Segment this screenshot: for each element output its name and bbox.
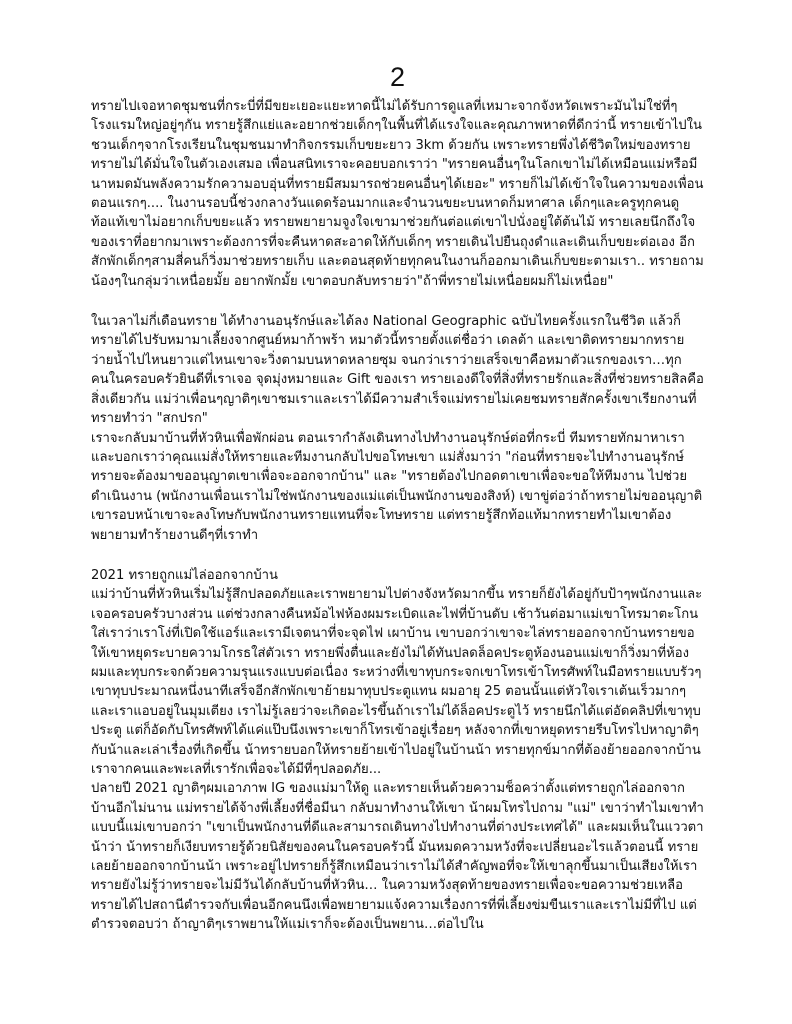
paragraph: ปลายปี 2021 ญาติๆผมเอาภาพ IG ของแม่มาให้ดู และทรายเห็นด้วยความช็อคว่าตั้งแต่ทรายถูกไล่ออกจากบ้านอีกไม่นาน แม่ทรายได้จ้างพี่เลี้ยงที่ชื่อมีนา กลับมาทำงานให้เขา น้าผมโทรไปถาม "แม่" เขาว่าทำไมเขาทำแบบนี้แม่เขาบอกว่า "เขาเป็นพนักงานที่ดีและสามารถเดินทางไปทำงานที่ต่างประเทศได้" และผมเห็นในแววตาน้าว่า น้าทรายก็เงียบทรายรู้ด้วยนิสัยของคนในครอบครัวนี้ มันหมดความหวังที่จะเปลี่ยนอะไรแล้วตอนนี้ ทรายเลยย้ายออกจากบ้านน้า เพราะอยู่ไปทรายก็รู้สึกเหมือนว่าเราไม่ได้สำคัญพอที่จะให้เขาลุกขึ้นมาเป็นเสียงให้เรา ทรายยังไม่รู้ว่าทรายจะไม่มีวันได้กลับบ้านที่หัวหิน… ในความหวังสุดท้ายของทรายเพื่อจะขอความช่วยเหลือ ทรายได้ไปสถานีตำรวจกับเพื่อนอีกคนนึงเพื่อพยายามแจ้งความเรื่องการที่พี่เลี้ยงข่มขืนเราและเราไม่มีที่ไป แต่ตำรวจตอบว่า ถ้าญาติๆเราพยานให้แม่เราก็จะต้องเป็นพยาน…ต่อไปใน bbox=[91, 781, 704, 933]
paragraph-spacer bbox=[91, 545, 704, 566]
document-body bbox=[91, 97, 704, 935]
paragraph-spacer bbox=[91, 291, 704, 312]
paragraph: ในเวลาไม่กี่เดือนทราย ได้ทำงานอนุรักษ์และได้ลง National Geographic ฉบับไทยครั้งแรกในชีวิต แล้วก็ทรายได้ไปรับหมามาเลี้ยงจากศูนย์หมาก้าพร้า หมาตัวนี้ทรายตั้งแต่ชื่อว่า เดลต้า และเขาติดทรายมากทรายว่ายน้ำไปไหนยาวแต่ไหนเขาจะวิ่งตามบนหาดหลายซุม จนกว่าเราว่ายเสร็จเขาคือหมาตัวแรกของเรา…ทุกคนในครอบครัวยินดีที่เราเจอ จุดมุ่งหมายและ Gift ของเรา ทรายเองดีใจที่สิ่งที่ทรายรักและสิ่งที่ช่วยทรายสิลคือสิ่งเดียวกัน แม่ว่าเพื่อนๆญาติๆเขาชมเราและเราได้มีความสำเร็จแม่ทรายไม่เคยชมทรายสักครั้งเขาเรียกงานที่ทรายทำว่า "สกปรก" bbox=[91, 314, 704, 427]
paragraph: เราจะกลับมาบ้านที่หัวหินเพื่อพักผ่อน ตอนเรากำลังเดินทางไปทำงานอนุรักษ์ต่อที่กระบี่ ทีมทรายทักมาหาเราและบอกเราว่าคุณแม่สั่งให้ทรายและทีมงานกลับไปขอโทษเขา แม่สั่งมาว่า "ก่อนที่ทรายจะไปทำงานอนุรักษ์ ทรายจะต้องมาขออนุญาตเขาเพื่อจะออกจากบ้าน" และ "ทรายต้องไปกอดตาเขาเพื่อจะขอให้ทีมงาน ไปช่วยดำเนินงาน (พนักงานเพื่อนเราไม่ใช่พนักงานของแม่แต่เป็นพนักงานของสิงห์) เขาขู่ต่อว่าถ้าทรายไม่ขออนุญาติเขารอบหน้าเขาจะลงโทษกับพนักงานทรายแทนที่จะโทษทราย แต่ทรายรู้สึกท้อแท้มากทรายทำไมเขาต้องพยายามทำร้ายงานดีๆที่เราทำ bbox=[91, 430, 703, 543]
paragraph: แม่ว่าบ้านที่หัวหินเริ่มไม่รู้สึกปลอดภัยและเราพยายามไปต่างจังหวัดมากขึ้น ทรายก็ยังได้อยู่กับป้าๆพนักงานและเจอครอบครัวบางส่วน แต่ช่วงกลางคืนหม้อไฟห้องผมระเบิดและไฟที่บ้านดับ เช้าวันต่อมาแม่เขาโทรมาตะโกนใส่เราว่าเราโง่ที่เปิดใช้แอร์และเรามีเจตนาที่จะจุดไฟ เผาบ้าน เขาบอกว่าเขาจะไล่ทรายออกจากบ้านทรายขอให้เขาหยุดระบายความโกรธใส่ตัวเรา ทรายพึ่งตื่นและยังไม่ได้ทันปลดล็อคประตูห้องนอนแม่เขาก็วิ่งมาที่ห้องผมและทุบกระจกด้วยความรุนแรงแบบต่อเนื่อง ระหว่างที่เขาทุบกระจกเขาโทรเข้าโทรศัพท์ในมือทรายแบบรัวๆเขาทุบประมาณหนึ่งนาทีเสร็จอีกสักพักเขาย้ายมาทุบประตูแทน ผมอายุ 25 ตอนนั้นแต่หัวใจเราเต้นเร็วมากๆและเราแอบอยู่ในมุมเตียง เราไม่รู้เลยว่าจะเกิดอะไรขึ้นถ้าเราไม่ได้ล็อคประตูไว้ ทรายนึกได้แต่อัดคลิปที่เขาทุบประตู แต่ก็อัดกับโทรศัพท์ได้แค่แป๊บนึงเพราะเขาก็โทรเข้าอยู่เรื่อยๆ หลังจากที่เขาหยุดทรายรีบโทรไปหาญาติๆกับน้าและเล่าเรื่องที่เกิดขึ้น น้าทรายบอกให้ทรายย้ายเข้าไปอยู่ในบ้านน้า ทรายทุกข์มากที่ต้องย้ายออกจากบ้านเราจากคนและพะเลที่เรารักเพื่อจะได้มีที่ๆปลอดภัย... bbox=[91, 587, 703, 777]
paragraph: ทรายไปเจอหาดชุมชนที่กระบี่ที่มีขยะเยอะแยะหาดนี้ไม่ได้รับการดูแลที่เหมาะจากจังหวัดเพราะมันไม่ใช่ที่ๆโรงแรมใหญ่อยู่ๆกัน ทรายรู้สึกแย่และอยากช่วยเด็กๆในพื้นที่ได้แรงใจและคุณภาพหาดที่ดีกว่านี้ ทรายเข้าไปในชวนเด็กๆจากโรงเรียนในชุมชนมาทำกิจกรรมเก็บขยะยาว 3km ด้วยกัน เพราะทรายพึ่งได้ชีวิตใหม่ของทราย ทรายไม่ได้มั่นใจในตัวเองเสมอ เพื่อนสนิทเราจะคอยบอกเราว่า "ทรายคนอื่นๆในโลกเขาไม่ได้เหมือนแม่หรือมีนาหมดมันพลังความรักความอบอุ่นที่ทรายมีสมมารถช่วยคนอื่นๆได้เยอะ" ทรายก็ไม่ได้เข้าใจในความของเพื่อนตอนแรกๆ.... ในงานรอบนี้ช่วงกลางวันแดดร้อนมากและจำนวนขยะบนหาดก็มหาศาล เด็กๆและครูทุกคนดู ท้อแท้เขาไม่อยากเก็บขยะแล้ว ทรายพยายามจูงใจเขามาช่วยกันต่อแต่เขาไปนั่งอยู่ใต้ต้นไม้ ทรายเลยนึกถึงใจของเราที่อยากมาเพราะต้องการที่จะคืนหาดสะอาดให้กับเด็กๆ ทรายเดินไปยืนถุงดำและเดินเก็บขยะต่อเอง อีกสักพักเด็กๆสามสี่คนก็วิ่งมาช่วยทรายเก็บ และตอนสุดท้ายทุกคนในงานก็ออกมาเดินเก็บขยะตามเรา.. ทรายถามน้องๆในกลุ่มว่าเหนื่อยมั้ย อยากพักมั้ย เขาตอบกลับทรายว่า"ถ้าพี่ทรายไม่เหนื่อยผมก็ไม่เหนื่อย" bbox=[91, 99, 704, 289]
page-number: 2 bbox=[389, 62, 406, 92]
section-heading: 2021 ทรายถูกแม่ไล่ออกจากบ้าน bbox=[91, 567, 278, 583]
